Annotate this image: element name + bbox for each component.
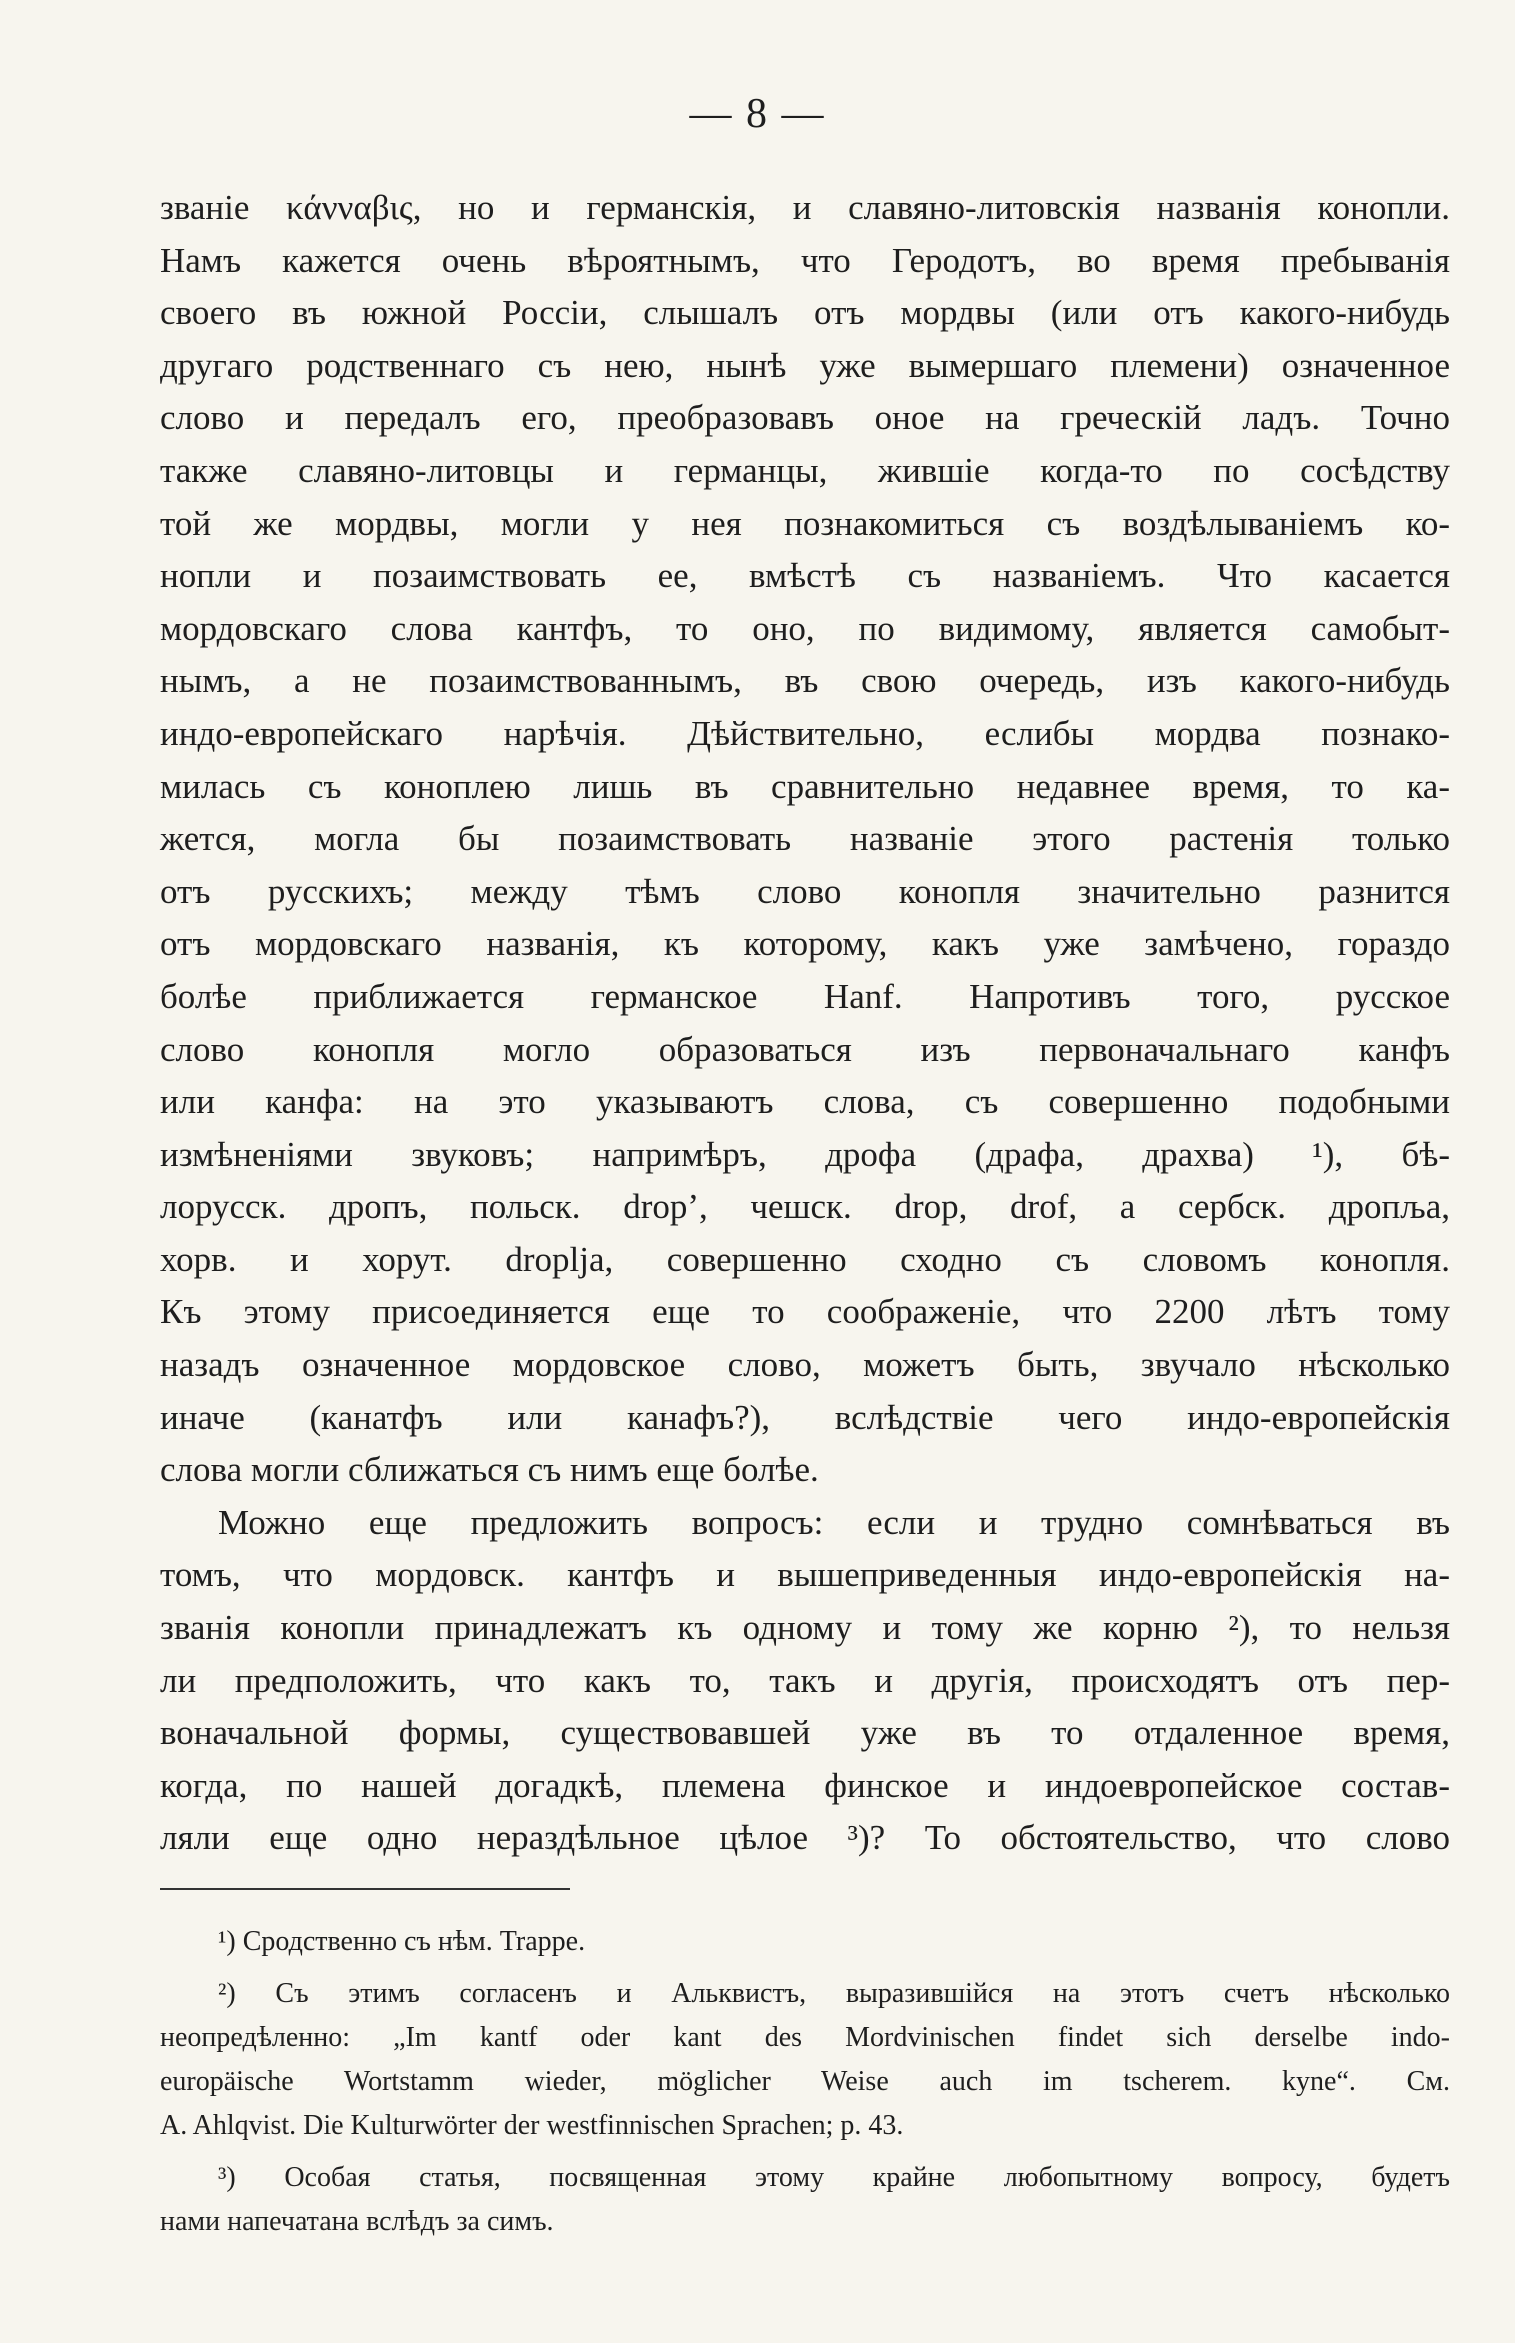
body-line: также славяно-литовцы и германцы, жившіе когда-то по сосѣдству	[160, 450, 1450, 490]
body-line: отъ мордовскаго названія, къ которому, какъ уже замѣчено, гораздо	[160, 924, 1450, 964]
footnote-divider	[160, 1888, 570, 1890]
body-line: Можно еще предложить вопросъ: если и трудно сомнѣваться въ	[218, 1502, 1450, 1542]
footnotes	[160, 1920, 1450, 2244]
body-line: жется, могла бы позаимствовать названіе этого растенія только	[160, 819, 1450, 859]
body-line: лорусск. дропъ, польск. drop’, чешск. drop, drof, а сербск. дропља,	[160, 1187, 1450, 1227]
body-line: иначе (канатфъ или канафъ?), вслѣдствіе чего индо-европейскія	[160, 1397, 1450, 1437]
body-line: слово и передалъ его, преобразовавъ оное на греческій ладъ. Точно	[160, 398, 1450, 438]
body-line: измѣненіями звуковъ; напримѣръ, дрофа (драфа, драхва) ¹), бѣ-	[160, 1134, 1450, 1174]
body-line: нопли и позаимствовать ее, вмѣстѣ съ названіемъ. Что касается	[160, 556, 1450, 596]
body-line: хорв. и хорут. dropljа, совершенно сходно съ словомъ конопля.	[160, 1239, 1450, 1279]
body-line: милась съ коноплею лишь въ сравнительно недавнее время, то ка-	[160, 766, 1450, 806]
footnote-2-line: неопредѣленно: „Im kantf oder kant des Mordvinischen findet sich derselbe indo-	[160, 2022, 1450, 2053]
body-line: томъ, что мордовск. кантфъ и вышеприведенныя индо-европейскія на-	[160, 1555, 1450, 1595]
body-line: слова могли сближаться съ нимъ еще болѣе.	[160, 1450, 819, 1490]
body-line: назадъ означенное мордовское слово, можетъ быть, звучало нѣсколько	[160, 1345, 1450, 1385]
body-line: званія конопли принадлежатъ къ одному и тому же корню ²), то нельзя	[160, 1608, 1450, 1648]
body-line: когда, по нашей догадкѣ, племена финское и индоевропейское состав-	[160, 1765, 1450, 1805]
body-line: другаго родственнаго съ нею, нынѣ уже вымершаго племени) означенное	[160, 345, 1450, 385]
body-line: мордовскаго слова кантфъ, то оно, по видимому, является самобыт-	[160, 608, 1450, 648]
body-line: слово конопля могло образоваться изъ первоначальнаго канфъ	[160, 1029, 1450, 1069]
body-line: своего въ южной Россіи, слышалъ отъ мордвы (или отъ какого-нибудь	[160, 293, 1450, 333]
footnote-2: ²) Съ этимъ согласенъ и Альквистъ, выразившійся на этотъ счетъ нѣсколько	[218, 1978, 1450, 2009]
body-line: той же мордвы, могли у нея познакомиться съ воздѣлываніемъ ко-	[160, 503, 1450, 543]
body-line: Къ этому присоединяется еще то соображеніе, что 2200 лѣтъ тому	[160, 1292, 1450, 1332]
body-line: отъ русскихъ; между тѣмъ слово конопля значительно разнится	[160, 871, 1450, 911]
body-line: или канфа: на это указываютъ слова, съ совершенно подобными	[160, 1082, 1450, 1122]
body-line: нымъ, а не позаимствованнымъ, въ свою очередь, изъ какого-нибудь	[160, 661, 1450, 701]
footnote-1: ¹) Сродственно съ нѣм. Trappe.	[218, 1926, 586, 1957]
body-line: болѣе приближается германское Hanf. Напротивъ того, русское	[160, 976, 1450, 1016]
body-line: воначальной формы, существовавшей уже въ то отдаленное время,	[160, 1713, 1450, 1753]
page-number: — 8 —	[689, 91, 826, 137]
body-line: Намъ кажется очень вѣроятнымъ, что Геродотъ, во время пребыванія	[160, 240, 1450, 280]
body-line: ли предположить, что какъ то, такъ и другія, происходятъ отъ пер-	[160, 1660, 1450, 1700]
footnote-2-line: europäische Wortstamm wieder, möglicher Weise auch im tscherem. kyne“. См.	[160, 2066, 1450, 2097]
footnote-3: ³) Особая статья, посвященная этому крайне любопытному вопросу, будетъ	[218, 2162, 1450, 2193]
footnote-3-line: нами напечатана вслѣдъ за симъ.	[160, 2206, 554, 2237]
body-text	[160, 182, 1450, 1865]
body-line: индо-европейскаго нарѣчія. Дѣйствительно, еслибы мордва познако-	[160, 713, 1450, 753]
body-line: ляли еще одно нераздѣльное цѣлое ³)? То обстоятельство, что слово	[160, 1818, 1450, 1858]
body-line: званіе κάνναβις, но и германскія, и славяно-литовскія названія конопли.	[160, 188, 1450, 227]
footnote-2-line: A. Ahlqvist. Die Kulturwörter der westfinnischen Sprachen; p. 43.	[160, 2110, 904, 2141]
